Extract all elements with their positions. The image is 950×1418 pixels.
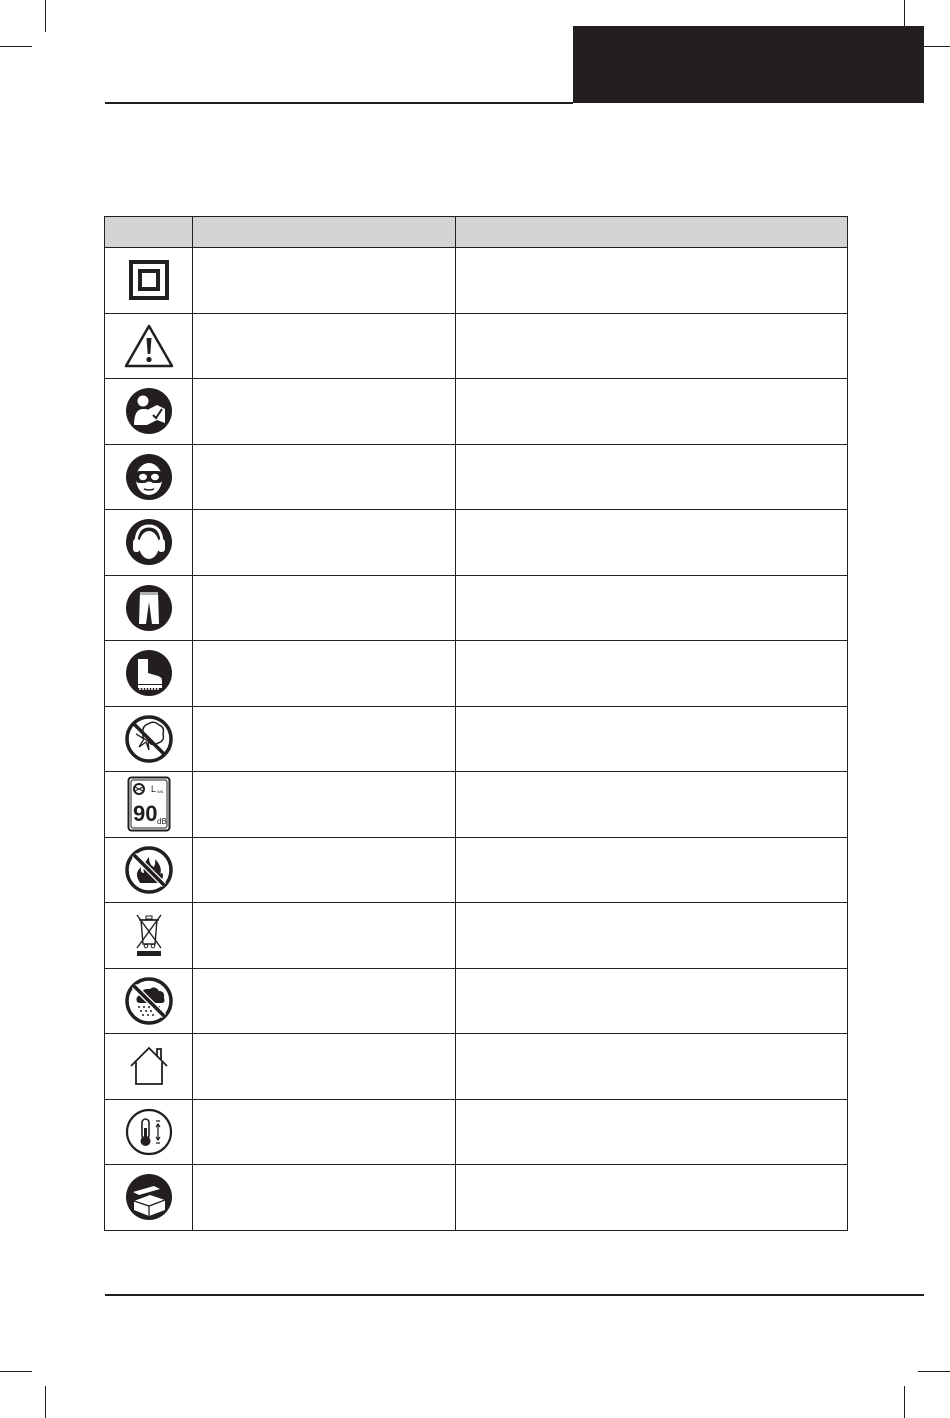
table-row — [105, 1165, 848, 1231]
unpacking-icon — [125, 1173, 173, 1221]
crop-mark — [0, 1371, 32, 1372]
table-header-row — [105, 217, 848, 248]
description-cell — [456, 510, 848, 576]
no-rain-icon — [124, 976, 174, 1026]
table-row — [105, 248, 848, 314]
meaning-cell — [193, 444, 456, 510]
sound-level-label-sub: WA — [156, 789, 163, 795]
symbol-cell — [105, 641, 193, 707]
table-row — [105, 1034, 848, 1100]
column-header-description — [456, 217, 848, 248]
description-cell — [456, 379, 848, 445]
table-row — [105, 575, 848, 641]
column-header-symbol — [105, 217, 193, 248]
header-tab — [573, 26, 924, 103]
meaning-cell — [193, 1099, 456, 1165]
description-cell — [456, 903, 848, 969]
table-row — [105, 968, 848, 1034]
sound-level-label: L — [150, 784, 156, 795]
table-row — [105, 444, 848, 510]
no-fire-icon — [124, 845, 174, 895]
warning-triangle-icon — [123, 323, 175, 369]
protective-trousers-icon — [125, 584, 173, 632]
weee-disposal-icon — [132, 912, 166, 958]
meaning-cell — [193, 968, 456, 1034]
indoor-use-icon — [127, 1044, 171, 1088]
read-manual-icon — [125, 387, 173, 435]
symbols-table — [104, 216, 848, 1231]
table-row — [105, 903, 848, 969]
description-cell — [456, 248, 848, 314]
description-cell — [456, 1099, 848, 1165]
description-cell — [456, 444, 848, 510]
description-cell — [456, 575, 848, 641]
meaning-cell — [193, 248, 456, 314]
symbol-cell — [105, 903, 193, 969]
ear-protection-icon — [125, 518, 173, 566]
crop-mark — [45, 0, 46, 32]
crop-mark — [904, 1386, 905, 1418]
description-cell — [456, 313, 848, 379]
symbol-cell — [105, 1034, 193, 1100]
meaning-cell — [193, 1034, 456, 1100]
description-cell — [456, 706, 848, 772]
footer-rule — [105, 1294, 924, 1296]
symbol-cell — [105, 968, 193, 1034]
crop-mark — [45, 1386, 46, 1418]
meaning-cell — [193, 772, 456, 838]
column-header-meaning — [193, 217, 456, 248]
header-rule — [105, 102, 573, 104]
double-insulation-icon — [129, 260, 169, 300]
description-cell — [456, 641, 848, 707]
symbol-cell — [105, 706, 193, 772]
description-cell — [456, 1165, 848, 1231]
temperature-range-icon — [125, 1108, 173, 1156]
description-cell — [456, 837, 848, 903]
symbol-cell — [105, 510, 193, 576]
symbol-cell — [105, 1165, 193, 1231]
sound-power-level-icon — [127, 776, 171, 832]
table-row — [105, 313, 848, 379]
table-row — [105, 706, 848, 772]
table-row — [105, 379, 848, 445]
table-row — [105, 772, 848, 838]
no-bystanders-projectiles-icon — [124, 714, 174, 764]
crop-mark — [0, 46, 32, 47]
symbol-cell — [105, 379, 193, 445]
meaning-cell — [193, 313, 456, 379]
sound-level-value: 90 — [132, 801, 157, 827]
description-cell — [456, 1034, 848, 1100]
safety-boots-icon — [125, 649, 173, 697]
symbol-cell — [105, 772, 193, 838]
sound-level-unit: dB — [156, 817, 167, 827]
meaning-cell — [193, 1165, 456, 1231]
eye-protection-icon — [125, 453, 173, 501]
meaning-cell — [193, 837, 456, 903]
table-row — [105, 1099, 848, 1165]
symbol-cell — [105, 837, 193, 903]
symbol-cell — [105, 1099, 193, 1165]
meaning-cell — [193, 379, 456, 445]
symbol-cell — [105, 575, 193, 641]
table-row — [105, 510, 848, 576]
description-cell — [456, 968, 848, 1034]
meaning-cell — [193, 903, 456, 969]
crop-mark — [918, 1371, 950, 1372]
description-cell — [456, 772, 848, 838]
meaning-cell — [193, 575, 456, 641]
table-row — [105, 641, 848, 707]
meaning-cell — [193, 510, 456, 576]
symbol-cell — [105, 248, 193, 314]
symbol-cell — [105, 313, 193, 379]
meaning-cell — [193, 706, 456, 772]
table-row — [105, 837, 848, 903]
meaning-cell — [193, 641, 456, 707]
symbol-cell — [105, 444, 193, 510]
